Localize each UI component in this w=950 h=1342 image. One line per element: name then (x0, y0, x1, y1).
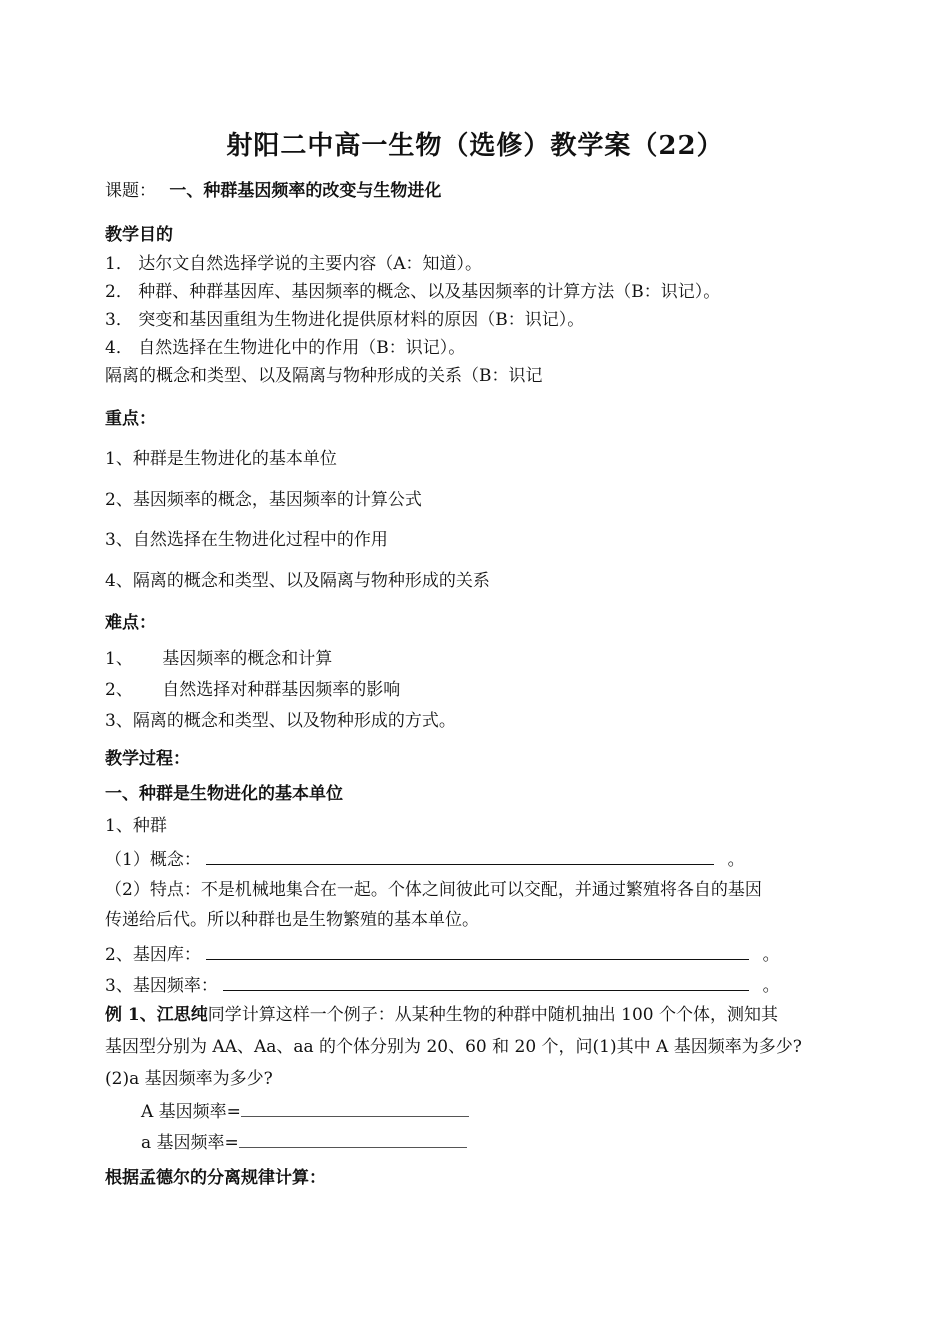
gene-frequency-label: 3、基因频率： (105, 976, 218, 996)
example-line: (2)a 基因频率为多少? (105, 1069, 273, 1089)
example-line: 基因型分别为 AA、Aa、aa 的个体分别为 20、60 和 20 个，问(1)其中 A 基因频率为多少? (105, 1037, 802, 1057)
difficulty-item: 3、隔离的概念和类型、以及物种形成的方式。 (105, 711, 456, 731)
objective-item: 4． 自然选择在生物进化中的作用（B：识记）。 (105, 338, 466, 358)
objective-item: 2． 种群、种群基因库、基因频率的概念、以及基因频率的计算方法（B：识记）。 (105, 282, 721, 302)
answer-a-blank[interactable] (239, 1131, 467, 1148)
answer-a-label: a 基因频率= (141, 1133, 239, 1153)
key-point-item: 2、基因频率的概念，基因频率的计算公式 (105, 490, 422, 510)
key-point-item: 4、隔离的概念和类型、以及隔离与物种形成的关系 (105, 571, 490, 591)
page-title: 射阳二中高一生物（选修）教学案（22） (226, 131, 724, 161)
key-points-heading: 重点： (105, 409, 156, 429)
difficulty-text: 自然选择对种群基因频率的影响 (162, 680, 401, 700)
gene-pool-line (105, 942, 780, 966)
section-heading: 一、种群是生物进化的基本单位 (105, 784, 343, 804)
feature-line: （2）特点：不是机械地集合在一起。个体之间彼此可以交配，并通过繁殖将各自的基因 (105, 880, 762, 900)
gene-pool-label: 2、基因库： (105, 945, 201, 965)
concept-blank[interactable] (206, 847, 714, 865)
answer-A-line (141, 1100, 469, 1123)
example-line (105, 1004, 778, 1026)
example-text: 同学计算这样一个例子：从某种生物的种群中随机抽出 100 个个体，测知其 (207, 1005, 779, 1025)
feature-line: 传递给后代。所以种群也是生物繁殖的基本单位。 (105, 910, 479, 930)
topic-text: 一、种群基因频率的改变与生物进化 (169, 181, 442, 201)
population-subheading: 1、种群 (105, 816, 167, 836)
difficulty-item (105, 679, 400, 701)
concept-line (105, 847, 745, 871)
objective-item: 3． 突变和基因重组为生物进化提供原材料的原因（B：识记）。 (105, 310, 585, 330)
concept-label: （1）概念： (105, 850, 201, 870)
objective-item: 1． 达尔文自然选择学说的主要内容（A：知道）。 (105, 254, 482, 274)
objectives-heading: 教学目的 (105, 225, 173, 245)
difficulty-num: 1、 (105, 649, 133, 669)
mendel-heading: 根据孟德尔的分离规律计算： (105, 1168, 326, 1188)
difficulty-text: 基因频率的概念和计算 (162, 649, 333, 669)
period: 。 (762, 945, 780, 965)
example-label: 例 1、江思纯 (105, 1005, 208, 1025)
difficulty-num: 2、 (105, 680, 133, 700)
difficulty-item (105, 648, 332, 670)
answer-A-blank[interactable] (241, 1100, 469, 1117)
difficulties-heading: 难点： (105, 613, 156, 633)
period: 。 (727, 850, 745, 870)
process-heading: 教学过程： (105, 749, 190, 769)
answer-A-label: A 基因频率= (141, 1102, 241, 1122)
key-point-item: 1、种群是生物进化的基本单位 (105, 449, 337, 469)
topic-label: 课题： (105, 181, 156, 201)
objective-item: 隔离的概念和类型、以及隔离与物种形成的关系（B：识记 (105, 366, 543, 386)
key-point-item: 3、自然选择在生物进化过程中的作用 (105, 530, 388, 550)
gene-frequency-blank[interactable] (223, 973, 749, 991)
period: 。 (762, 976, 780, 996)
answer-a-line (141, 1131, 467, 1154)
gene-frequency-line (105, 973, 780, 997)
gene-pool-blank[interactable] (206, 942, 749, 960)
topic-line (105, 180, 441, 202)
